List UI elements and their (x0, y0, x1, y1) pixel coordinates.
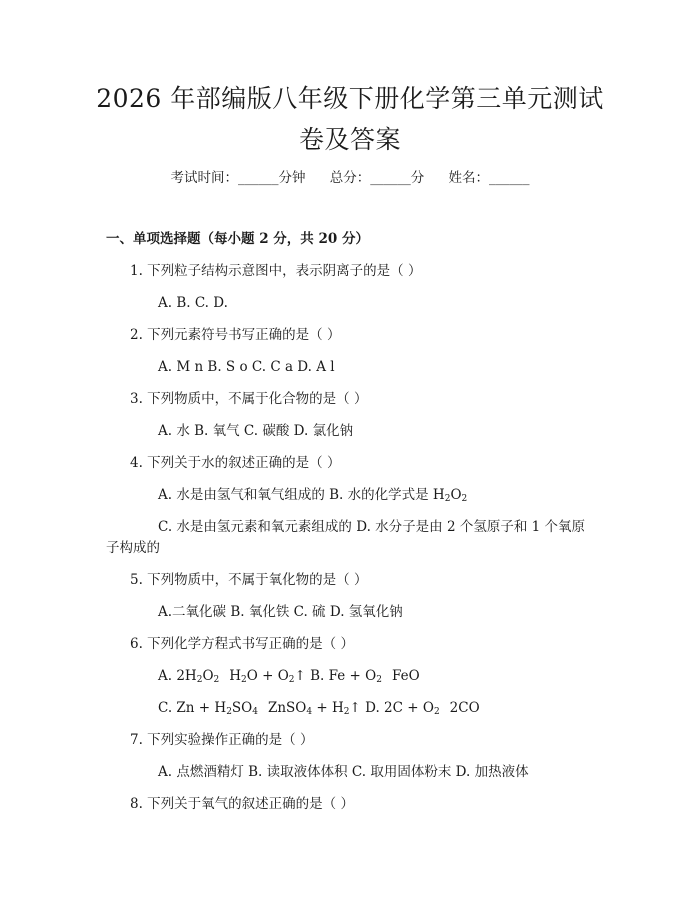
time-label: 考试时间： (170, 170, 238, 186)
question-2: 2. 下列元素符号书写正确的是（ ） (130, 327, 341, 343)
eq-subscript: 2 (343, 707, 350, 717)
eq-text: SO (231, 700, 253, 716)
score-label: 总分： (329, 170, 371, 186)
eq-text: 2CO (449, 700, 480, 716)
question-4: 4. 下列关于水的叙述正确的是（ ） (130, 455, 341, 471)
eq-text: A. 2H (158, 668, 197, 684)
eq-subscript: 2 (288, 675, 295, 685)
question-6-options-ab (158, 666, 420, 690)
eq-subscript: 2 (433, 707, 440, 717)
name-label: 姓名： (448, 170, 490, 186)
question-7: 7. 下列实验操作正确的是（ ） (130, 732, 314, 748)
exam-info (0, 168, 700, 188)
question-2-options: A. M n B. S o C. C a D. A l (158, 359, 335, 375)
question-5: 5. 下列物质中，不属于氧化物的是（ ） (130, 572, 368, 588)
eq-text: ↑ D. 2C + O (349, 700, 434, 716)
eq-text: ↑ B. Fe + O (294, 668, 377, 684)
eq-subscript: 2 (241, 675, 247, 685)
eq-subscript: 4 (252, 707, 258, 717)
page-title (40, 78, 660, 160)
question-3: 3. 下列物质中，不属于化合物的是（ ） (130, 391, 368, 407)
time-blank: ______ (237, 170, 279, 186)
question-4-options-ab (158, 485, 467, 509)
q4-oxygen-symbol: O (450, 487, 462, 503)
question-3-options: A. 水 B. 氧气 C. 碳酸 D. 氯化钠 (158, 423, 354, 439)
question-5-options: A.二氧化碳 B. 氧化铁 C. 硫 D. 氢氧化钠 (158, 604, 403, 620)
q4-subscript: 2 (444, 494, 451, 504)
eq-text: O (202, 668, 214, 684)
title-line-2: 卷及答案 (298, 125, 401, 154)
time-unit: 分钟 (278, 170, 306, 186)
question-8: 8. 下列关于氧气的叙述正确的是（ ） (130, 796, 354, 812)
title-line-1: 2026 年部编版八年级下册化学第三单元测试 (96, 84, 604, 113)
q4-subscript: 2 (461, 494, 468, 504)
name-blank: ______ (489, 170, 530, 186)
eq-text: O + O (246, 668, 289, 684)
eq-subscript: 2 (213, 675, 220, 685)
eq-text: ZnSO (267, 700, 307, 716)
eq-subscript: 2 (226, 707, 232, 717)
score-blank: ______ (370, 170, 411, 186)
question-7-options: A. 点燃酒精灯 B. 读取液体体积 C. 取用固体粉末 D. 加热液体 (158, 764, 529, 780)
eq-subscript: 2 (376, 675, 382, 685)
eq-text: H (229, 668, 242, 684)
eq-subscript: 4 (306, 707, 313, 717)
question-4-options-wrap: 子构成的 (106, 540, 160, 556)
section-heading: 一、单项选择题（每小题 2 分，共 20 分） (106, 231, 369, 247)
question-6: 6. 下列化学方程式书写正确的是（ ） (130, 636, 354, 652)
question-6-options-cd (158, 698, 480, 722)
question-1-options: A. B. C. D. (158, 295, 228, 311)
eq-text: FeO (391, 668, 420, 684)
question-1: 1. 下列粒子结构示意图中，表示阴离子的是（ ） (130, 263, 422, 279)
question-4-options-cd: C. 水是由氢元素和氧元素组成的 D. 水分子是由 2 个氢原子和 1 个氧原 (158, 519, 585, 535)
q4-option-a-text: A. 水是由氢气和氧气组成的 B. 水的化学式是 H (158, 487, 445, 503)
score-unit: 分 (410, 170, 425, 186)
eq-text: + H (312, 700, 344, 716)
eq-text: C. Zn + H (158, 700, 227, 716)
eq-subscript: 2 (196, 675, 203, 685)
